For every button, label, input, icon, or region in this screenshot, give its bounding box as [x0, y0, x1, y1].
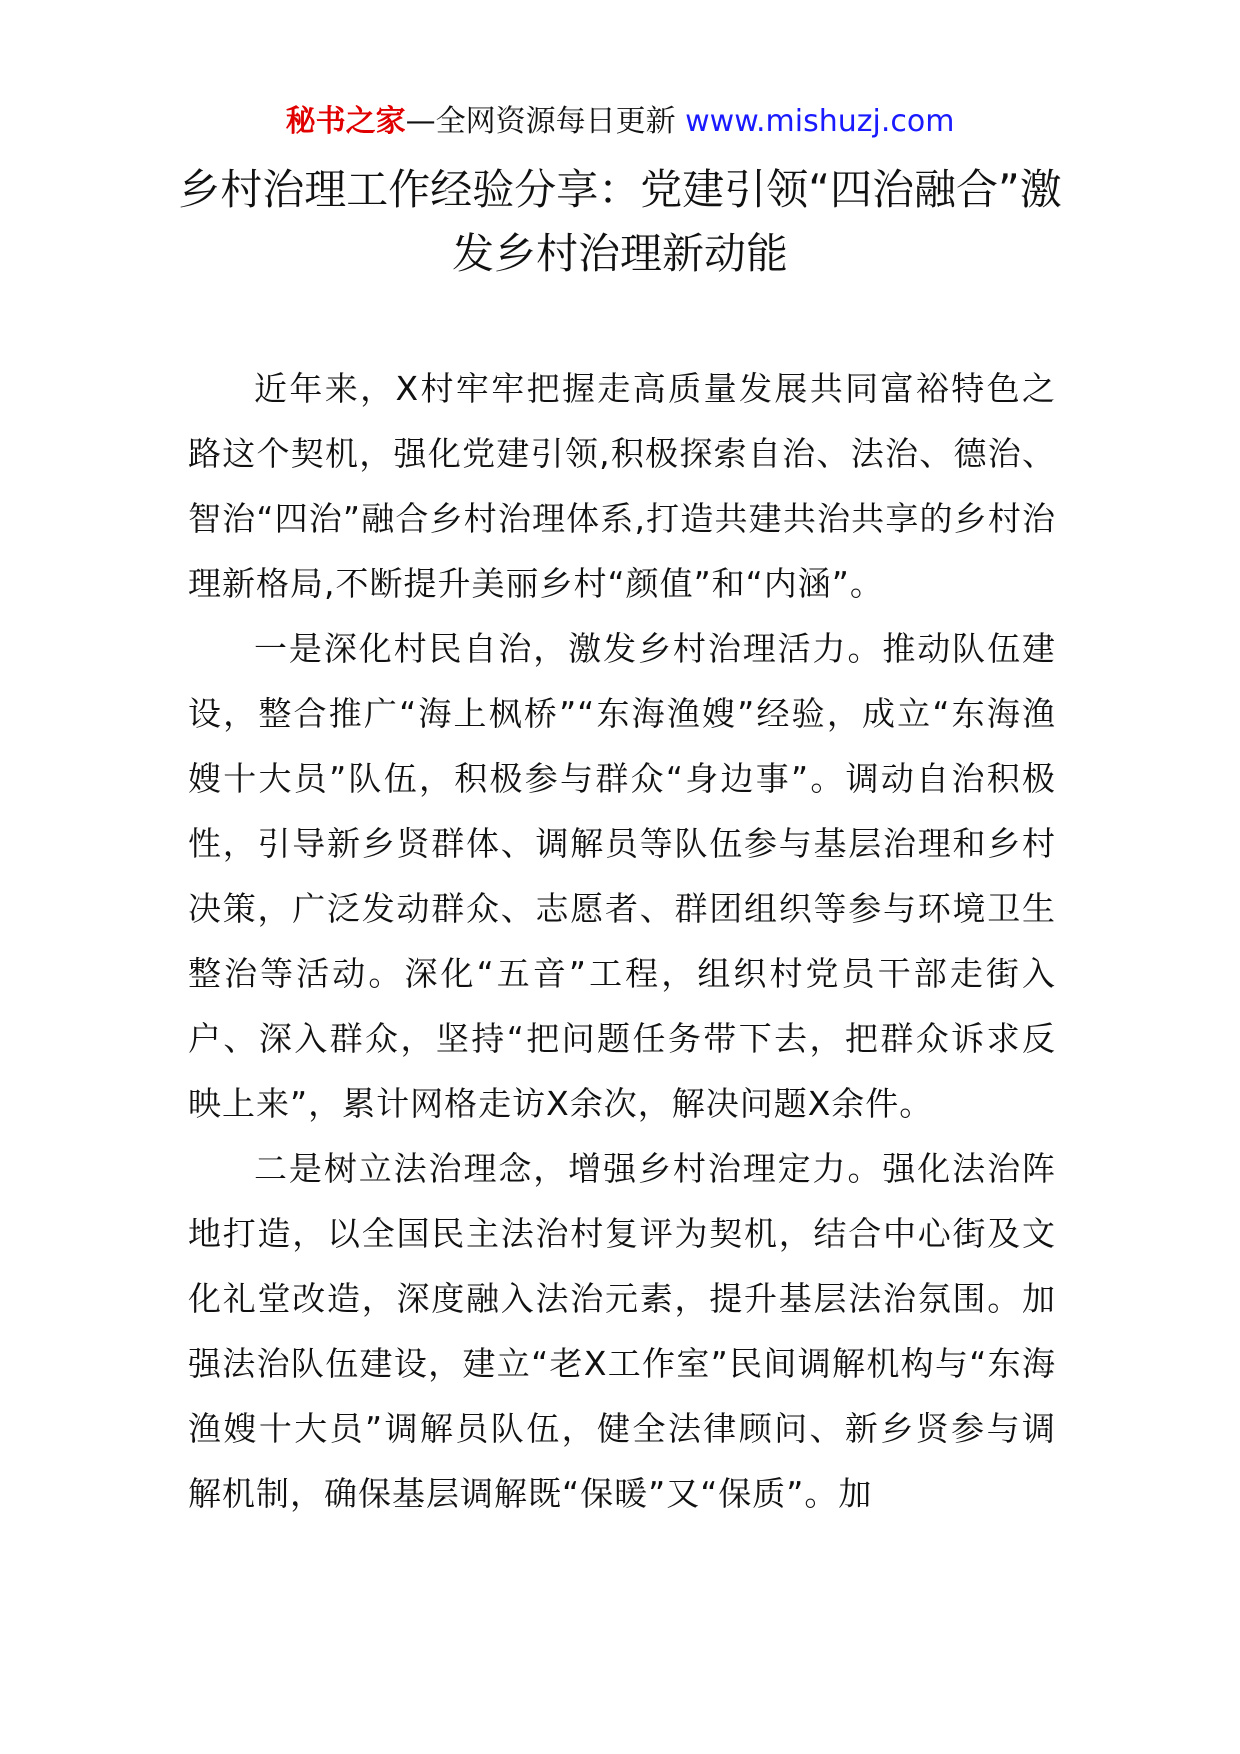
paragraph-intro: 近年来，X村牢牢把握走高质量发展共同富裕特色之路这个契机，强化党建引领,积极探索自治、法治、德治、智治“四治”融合乡村治理体系,打造共建共治共享的乡村治理新格局,不断提升美丽乡村“颜值”和“内涵”。 [188, 369, 1056, 603]
paragraph-rule-of-law: 二是树立法治理念，增强乡村治理定力。强化法治阵地打造，以全国民主法治村复评为契机，结合中心街及文化礼堂改造，深度融入法治元素，提升基层法治氛围。加强法治队伍建设，建立“老X工作室”民间调解机构与“东海渔嫂十大员”调解员队伍，健全法律顾问、新乡贤参与调解机制，确保基层调解既“保暖”又“保质”。加 [188, 1149, 1056, 1513]
paragraph-self-governance: 一是深化村民自治，激发乡村治理活力。推动队伍建设，整合推广“海上枫桥”“东海渔嫂”经验，成立“东海渔嫂十大员”队伍，积极参与群众“身边事”。调动自治积极性，引导新乡贤群体、调解员等队伍参与基层治理和乡村决策，广泛发动群众、志愿者、群团组织等参与环境卫生整治等活动。深化“五音”工程，组织村党员干部走街入户、深入群众，坚持“把问题任务带下去，把群众诉求反映上来”，累计网格走访X余次，解决问题X余件。 [188, 629, 1056, 1123]
brand-name: 秘书之家 [285, 104, 406, 139]
site-header [0, 102, 1240, 142]
site-url-link[interactable]: www.mishuzj.com [685, 104, 955, 139]
document-title: 乡村治理工作经验分享：党建引领“四治融合”激发乡村治理新动能 [178, 165, 1062, 278]
document-body [188, 356, 1056, 1526]
header-tagline: —全网资源每日更新 [405, 104, 686, 139]
